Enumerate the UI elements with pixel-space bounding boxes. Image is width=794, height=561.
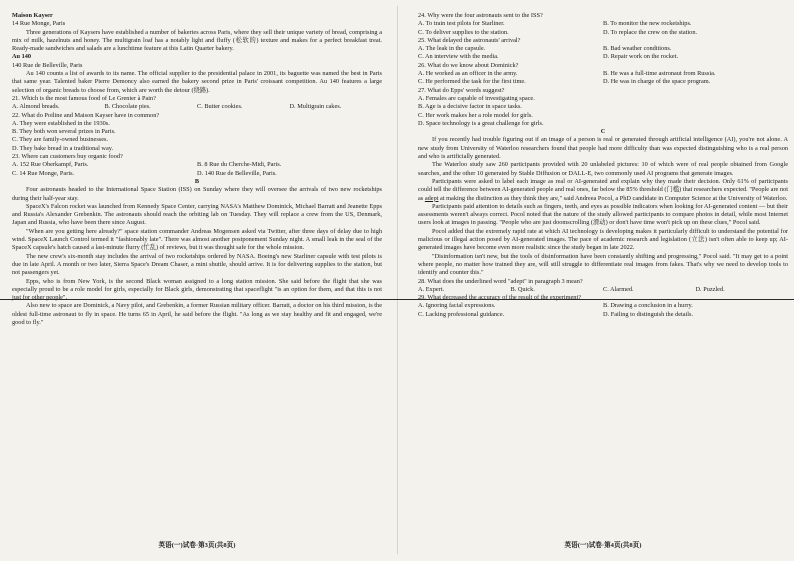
option-26c[interactable]: C. He performed the task for the first time. — [418, 78, 526, 86]
passage-c-paragraph-2: The Waterloo study saw 260 participants provided with 20 unlabeled pictures: 10 of which were of real people obtained from Google searches, and the other 10 generated by Stable Diffusion or DALL-E, two commonly used AI programs that generate images. — [418, 161, 788, 177]
option-24c[interactable]: C. To deliver supplies to the station. — [418, 28, 509, 36]
options-28 — [418, 286, 788, 294]
options-27 — [418, 95, 788, 128]
option-24a[interactable]: A. To train test pilots for Starliner. — [418, 20, 505, 28]
paragraph-3-start: Participants were asked to label each image as real or AI-generated and explain why they made their decision. Only 61% of participants could tell the difference between AI-generated people and real ones, far below the 85% threshold (门槛) that researchers expected. "People are not as — [418, 177, 788, 202]
question-22: 22. What do Poiline and Maison Kayser have in common? — [12, 111, 160, 119]
option-28d[interactable]: D. Puzzled. — [695, 285, 725, 293]
option-23a[interactable]: A. 152 Rue Oberkampf, Paris. — [12, 161, 89, 169]
option-27a[interactable]: A. Females are capable of investigating space. — [418, 94, 535, 102]
address-maison-kayser: 14 Rue Monge, Paris — [12, 20, 66, 28]
option-25b[interactable]: B. Bad weather conditions. — [603, 45, 672, 53]
underlined-word-adept: adept — [424, 194, 439, 202]
option-27d[interactable]: D. Space technology is a great challenge for girls. — [418, 119, 544, 127]
option-23d[interactable]: D. 140 Rue de Belleville, Paris. — [197, 169, 277, 177]
passage-b-paragraph-6: Also new to space are Dominick, a Navy pilot, and Grebenkin, a former Russian military officer. Barratt, a doctor on his third mission, is the oldest full-time astronaut to fly in space. He turns 65 in April, he said before the flight. "As long as we stay healthy and fit and engaged, we're good to fly." — [12, 302, 382, 326]
paragraph-au-140: Au 140 counts a list of awards to its name. The official supplier to the presidential palace in 2001, its baguette was named the best in Paris that same year. Talented baker Pierre Demoncy also earned the bakery second prize in Paris' croissant competition. Au 140 features a large selection of organic breads to choose from, which are worth the detour (绕路). — [12, 70, 382, 94]
passage-b-paragraph-5: Epps, who is from New York, is the second Black woman assigned to a long station mission. She said before the flight that she was especially proud to be a role model for girls, especially for Black girls, demonstrating that spaceflight "is an option for them, and that this is not just for other people". — [12, 277, 382, 302]
section-b-heading: B — [194, 177, 200, 185]
options-23 — [12, 161, 382, 178]
page-footer-right: 英语(一)试卷·第4页(共8页) — [564, 541, 642, 549]
option-21c[interactable]: C. Butter cookies. — [197, 103, 243, 111]
question-21: 21. Which is the most famous food of Le Grenier à Pain? — [12, 94, 156, 102]
option-27c[interactable]: C. Her work makes her a role model for girls. — [418, 111, 533, 119]
paragraph-3-end: at making the distinction as they think they are," said Andreea Pocol, a PhD candidate in Computer Science at the University of Waterloo. — [438, 194, 788, 202]
question-27: 27. What do Epps' words suggest? — [418, 86, 505, 94]
option-28a[interactable]: A. Expert. — [418, 285, 445, 293]
option-22a[interactable]: A. They were established in the 1930s. — [12, 119, 110, 127]
option-24d[interactable]: D. To replace the crew on the station. — [603, 28, 698, 36]
option-29d[interactable]: D. Failing to distinguish the details. — [603, 310, 694, 318]
passage-b-paragraph-2: SpaceX's Falcon rocket was launched from Kennedy Space Center, carrying NASA's Matthew Dominick, Michael Barratt and Jeanette Epps and Russia's Alexander Grebenkin. The astronauts should reach the orbiting lab on Tuesday. They will replace a crew from the US, Denmark, Japan and Russia, who have been there since August. — [12, 202, 382, 227]
address-au-140: 140 Rue de Belleville, Paris — [12, 61, 83, 69]
passage-c-paragraph-4: Participants paid attention to details such as fingers, teeth, and eyes as possible indicators when looking for AI-generated content — but their assessments weren't always correct. Pocol noted that the nature of the study allowed participants to compare photos in detail, while most Internet users look at images in passing. "People who are just doomscrolling (滑动) or don't have time won't pick up on these clues," Pocol said. — [418, 202, 788, 227]
option-24b[interactable]: B. To monitor the new rocketships. — [603, 20, 692, 28]
option-22c[interactable]: C. They are family-owned businesses. — [12, 136, 109, 144]
option-28c[interactable]: C. Alarmed. — [603, 285, 634, 293]
option-29b[interactable]: B. Drawing a conclusion in a hurry. — [603, 302, 693, 310]
page-4 — [418, 12, 788, 550]
question-26: 26. What do we know about Dominick? — [418, 61, 519, 69]
page-gutter — [397, 6, 398, 554]
option-22b[interactable]: B. They both won several prizes in Paris. — [12, 128, 116, 136]
passage-c-paragraph-3 — [418, 178, 788, 203]
options-22 — [12, 120, 382, 153]
option-26a[interactable]: A. He worked as an officer in the army. — [418, 70, 518, 78]
option-21a[interactable]: A. Almond breads. — [12, 103, 60, 111]
options-26 — [418, 70, 788, 87]
passage-b-paragraph-4: The new crew's six-month stay includes the arrival of two rocketships ordered by NASA. Boeing's new Starliner capsule with test pilots is due in late April. A month or two later, Sierra Space's Dream Chaser, a mini shuttle, should arrive. It is for delivering supplies to the station, but not passengers yet. — [12, 252, 382, 277]
passage-c-paragraph-1: If you recently had trouble figuring out if an image of a person is real or generated through artificial intelligence (AI), you're not alone. A new study from University of Waterloo researchers found that people had more difficulty than was expected distinguishing who is a real person and who is artificially generated. — [418, 136, 788, 161]
paragraph-maison-kayser: Three generations of Kaysers have established a number of bakeries across Paris, where they sell their unique variety of bread, comprising a mix of milk, hazelnuts and honey. The multigrain loaf has a notably light and fluffy (松软的) texture and makes for a perfect breakfast treat. Ready-made sandwiches and salads are a lunchtime feature at this Latin Quarter bakery. — [12, 28, 382, 53]
fold-line — [0, 299, 794, 300]
heading-au-140: Au 140 — [12, 53, 32, 61]
question-29: 29. What decreased the accuracy of the result of the experiment? — [418, 294, 581, 302]
question-25: 25. What delayed the astronauts' arrival? — [418, 36, 521, 44]
option-28b[interactable]: B. Quick. — [510, 285, 535, 293]
passage-c-paragraph-5: Pocol added that the extremely rapid rate at which AI technology is developing makes it particularly difficult to understand the potential for malicious or illegal action posed by AI-generated images. The pace of academic research and legislation (立法) isn't often able to keep up; AI-generated images have become even more realistic since the study began in late 2022. — [418, 227, 788, 252]
option-25d[interactable]: D. Repair work on the rocket. — [603, 53, 679, 61]
section-c-heading: C — [600, 128, 606, 136]
option-23c[interactable]: C. 14 Rue Monge, Paris. — [12, 169, 75, 177]
page-footer-left: 英语(一)试卷·第3页(共8页) — [158, 541, 236, 549]
option-21b[interactable]: B. Chocolate pies. — [104, 103, 151, 111]
passage-b-paragraph-1: Four astronauts headed to the International Space Station (ISS) on Sunday where they will oversee the arrivals of two new rocketships during their half-year stay. — [12, 186, 382, 202]
option-25c[interactable]: C. An interview with the media. — [418, 53, 499, 61]
options-21 — [12, 103, 382, 111]
passage-b-paragraph-3: "When are you getting here already?" space station commander Andreas Mogensen asked via Twitter, after three days of delay due to high wind. SpaceX Launch Control termed it "fashionably late". There was almost another postponement Sunday night. A small leak in the seal of the SpaceX capsule's hatch caused a last-minute flurry (忙乱) of reviews, but it was thought safe for the whole mission. — [12, 227, 382, 252]
passage-c-paragraph-6: "Disinformation isn't new, but the tools of disinformation have been constantly shifting and progressing," Pocol said. "It may get to a point where people, no matter how trained they are, will still struggle to differentiate real images from fakes. That's why we need to develop tools to identify and counter this." — [418, 252, 788, 277]
question-24: 24. Why were the four astronauts sent to the ISS? — [418, 12, 543, 19]
option-26d[interactable]: D. He was in charge of the space program. — [603, 78, 711, 86]
heading-maison-kayser: Maison Kayser — [12, 12, 53, 19]
option-27b[interactable]: B. Age is a decisive factor in space tasks. — [418, 103, 522, 111]
option-29c[interactable]: C. Lacking professional guidance. — [418, 310, 505, 318]
page-3 — [12, 12, 382, 550]
option-29a[interactable]: A. Ignoring facial expressions. — [418, 302, 496, 310]
option-23b[interactable]: B. 8 Rue du Cherche-Midi, Paris. — [197, 161, 282, 169]
option-25a[interactable]: A. The leak in the capsule. — [418, 45, 486, 53]
options-24 — [418, 20, 788, 37]
option-21d[interactable]: D. Multigrain cakes. — [289, 103, 342, 111]
option-22d[interactable]: D. They bake bread in a traditional way. — [12, 144, 114, 152]
question-23: 23. Where can customers buy organic food? — [12, 153, 123, 161]
options-25 — [418, 45, 788, 62]
question-28: 28. What does the underlined word "adept" in paragraph 3 mean? — [418, 277, 583, 285]
options-29 — [418, 302, 788, 319]
option-26b[interactable]: B. He was a full-time astronaut from Russia. — [603, 70, 716, 78]
